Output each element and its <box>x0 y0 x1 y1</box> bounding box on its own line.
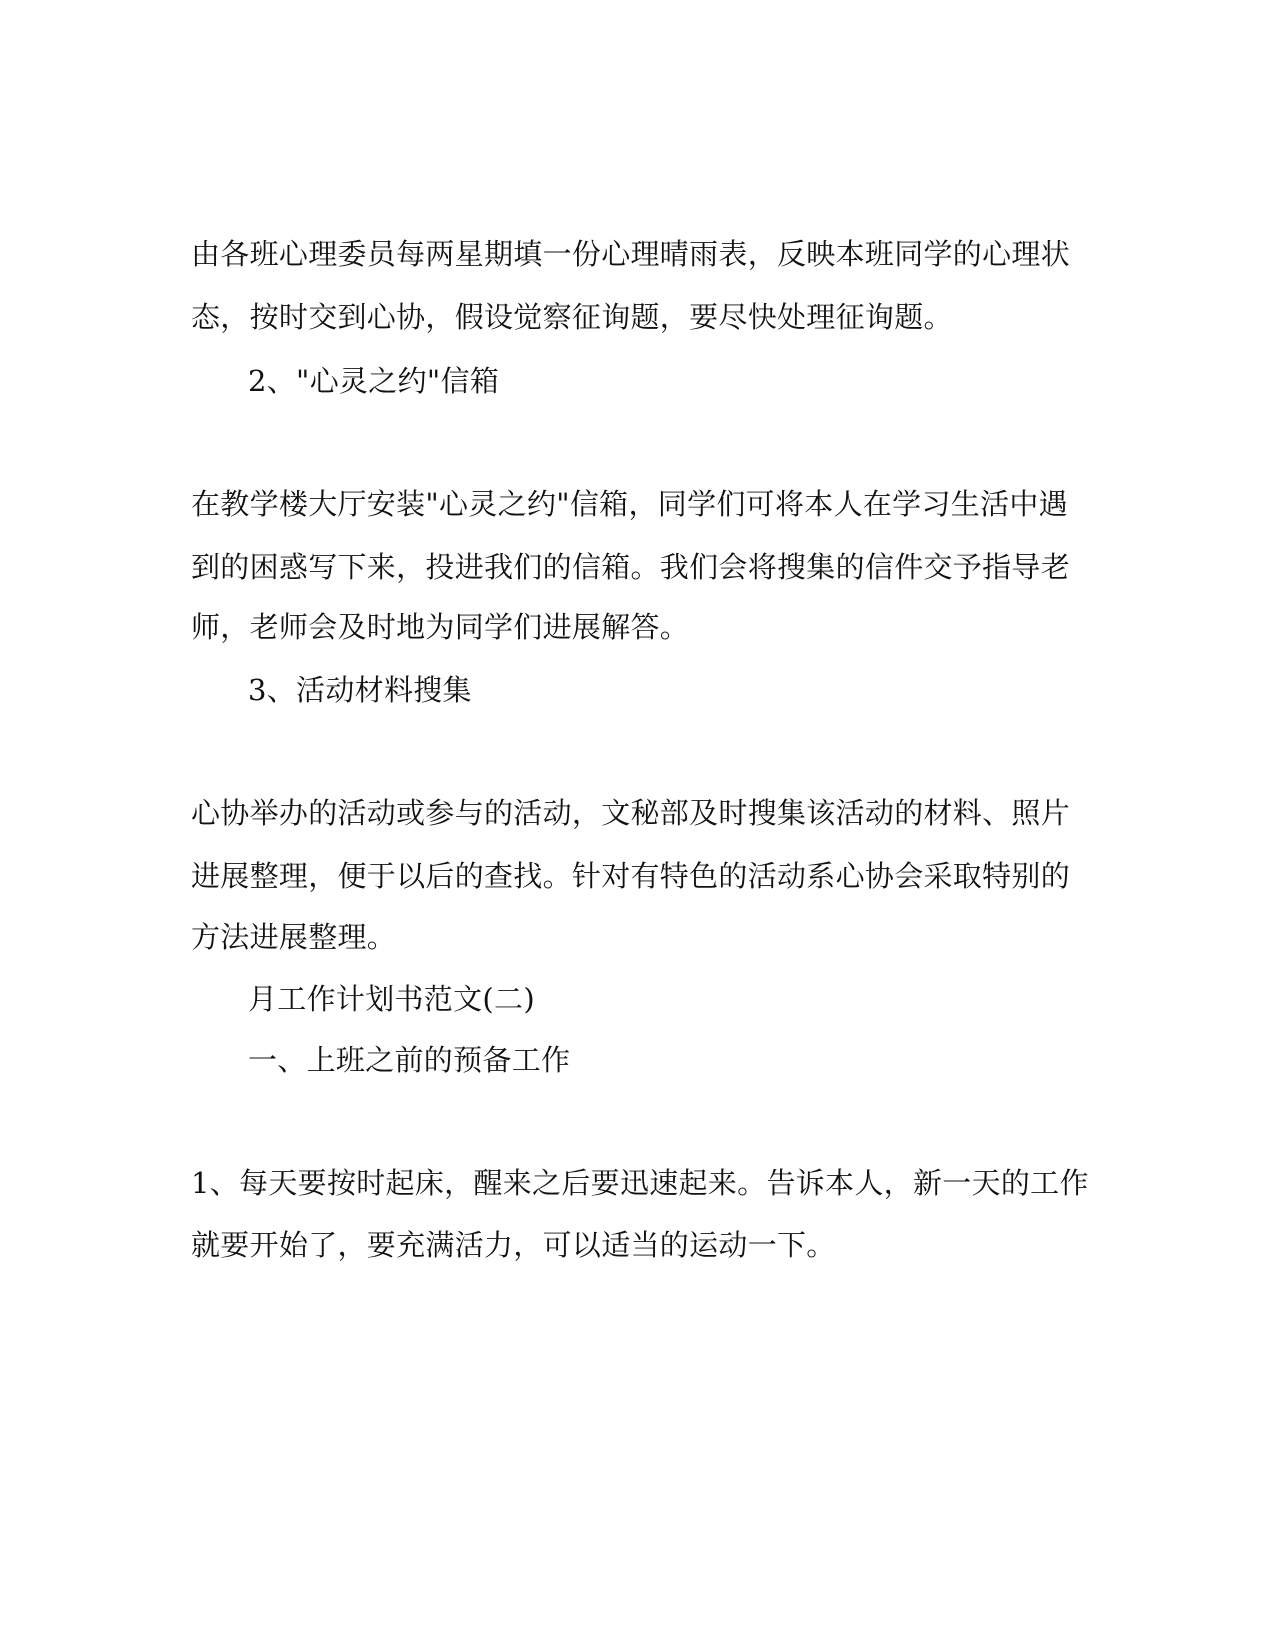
paragraph-line: 由各班心理委员每两星期填一份心理晴雨表，反映本班同学的心理状 <box>191 237 1071 271</box>
paragraph-line: 1、每天要按时起床，醒来之后要迅速起来。告诉本人，新一天的工作 <box>191 1166 1089 1200</box>
paragraph-line: 在教学楼大厅安装"心灵之约"信箱，同学们可将本人在学习生活中遇 <box>191 487 1068 521</box>
section-heading: 一、上班之前的预备工作 <box>248 1043 571 1077</box>
section-heading: 3、活动材料搜集 <box>248 673 472 707</box>
section-heading: 2、"心灵之约"信箱 <box>248 364 500 398</box>
paragraph-line: 心协举办的活动或参与的活动，文秘部及时搜集该活动的材料、照片 <box>191 796 1071 830</box>
paragraph-line: 就要开始了，要充满活力，可以适当的运动一下。 <box>191 1228 836 1262</box>
paragraph-line: 态，按时交到心协，假设觉察征询题，要尽快处理征询题。 <box>191 300 953 334</box>
paragraph-line: 方法进展整理。 <box>191 920 397 954</box>
document-title: 月工作计划书范文(二) <box>248 982 535 1016</box>
paragraph-line: 进展整理，便于以后的查找。针对有特色的活动系心协会采取特别的 <box>191 859 1071 893</box>
paragraph-line: 到的困惑写下来，投进我们的信箱。我们会将搜集的信件交予指导老 <box>191 550 1071 584</box>
paragraph-line: 师，老师会及时地为同学们进展解答。 <box>191 610 690 644</box>
